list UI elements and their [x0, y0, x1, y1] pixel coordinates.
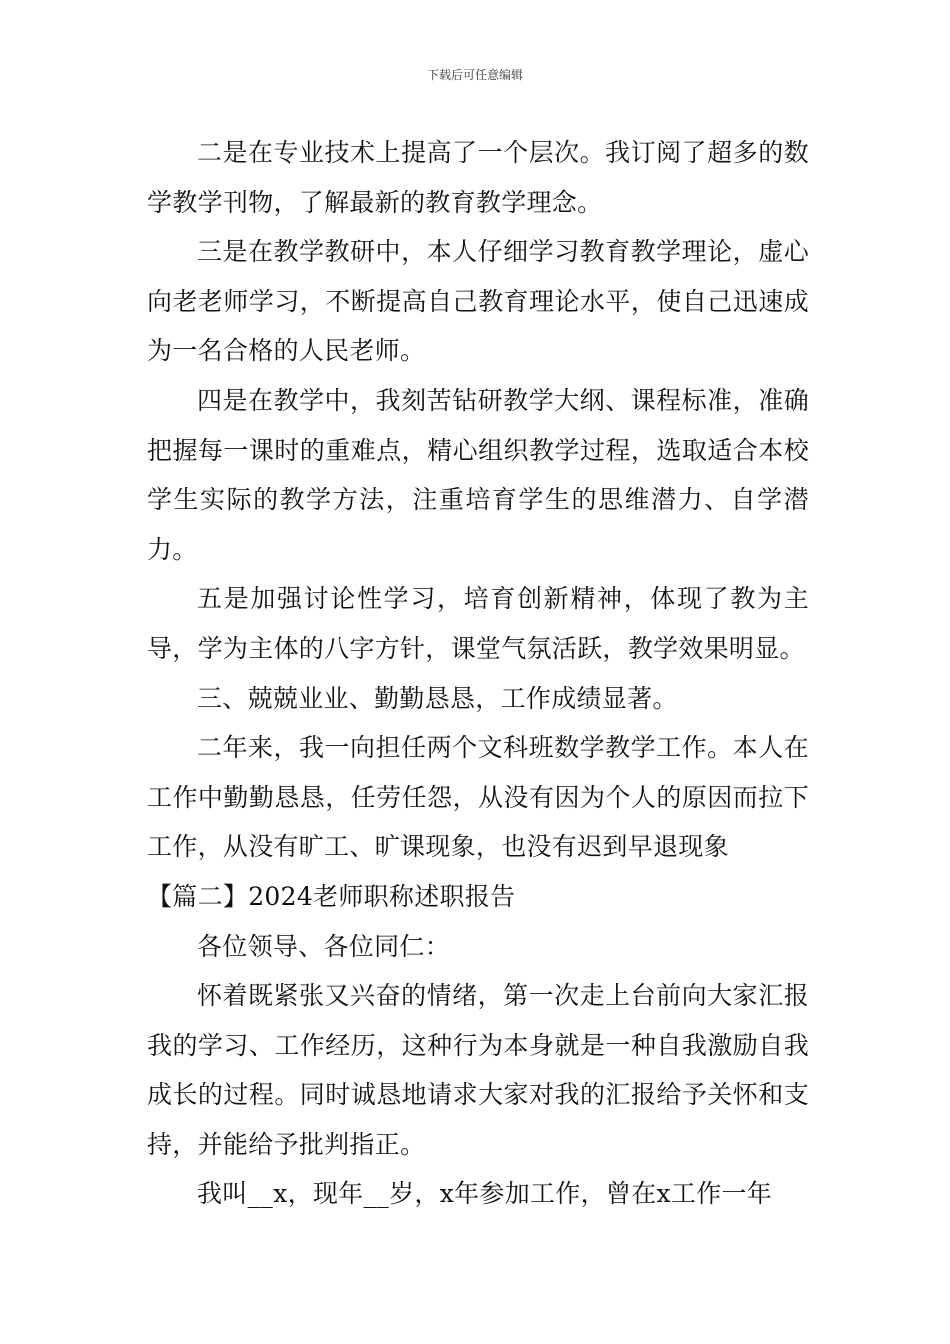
paragraph-3: 四是在教学中，我刻苦钻研教学大纲、课程标准，准确把握每一课时的重难点，精心组织教学过程，选取适合本校学生实际的教学方法，注重培育学生的思维潜力、自学潜力。: [147, 385, 809, 564]
paragraph-2: 三是在教学教研中，本人仔细学习教育教学理论，虚心向老老师学习，不断提高自己教育理论水平，使自己迅速成为一名合格的人民老师。: [147, 237, 809, 366]
chapter-title: 【篇二】2024老师职称述职报告: [147, 881, 516, 911]
paragraph-5: 二年来，我一向担任两个文科班数学教学工作。本人在工作中勤勤恳恳，任劳任怨，从没有因为个人的原因而拉下工作，从没有旷工、旷课现象，也没有迟到早退现象: [147, 733, 809, 862]
paragraph-4: 五是加强讨论性学习，培育创新精神，体现了教为主导，学为主体的八字方针，课堂气氛活跃，教学效果明显。: [147, 584, 809, 663]
paragraph-1: 二是在专业技术上提高了一个层次。我订阅了超多的数学教学刊物，了解最新的教育教学理念。: [147, 138, 809, 217]
salutation: 各位领导、各位同仁：: [197, 931, 451, 961]
paragraph-7: 我叫__x，现年__岁，x年参加工作，曾在x工作一年: [197, 1179, 773, 1209]
document-body: [147, 128, 809, 1219]
section-heading-3: 三、兢兢业业、勤勤恳恳，工作成绩显著。: [197, 683, 678, 713]
page-header: 下载后可任意编辑: [426, 68, 523, 82]
paragraph-6: 怀着既紧张又兴奋的情绪，第一次走上台前向大家汇报我的学习、工作经历，这种行为本身就是一种自我激励自我成长的过程。同时诚恳地请求大家对我的汇报给予关怀和支持，并能给予批判指正。: [147, 981, 809, 1159]
